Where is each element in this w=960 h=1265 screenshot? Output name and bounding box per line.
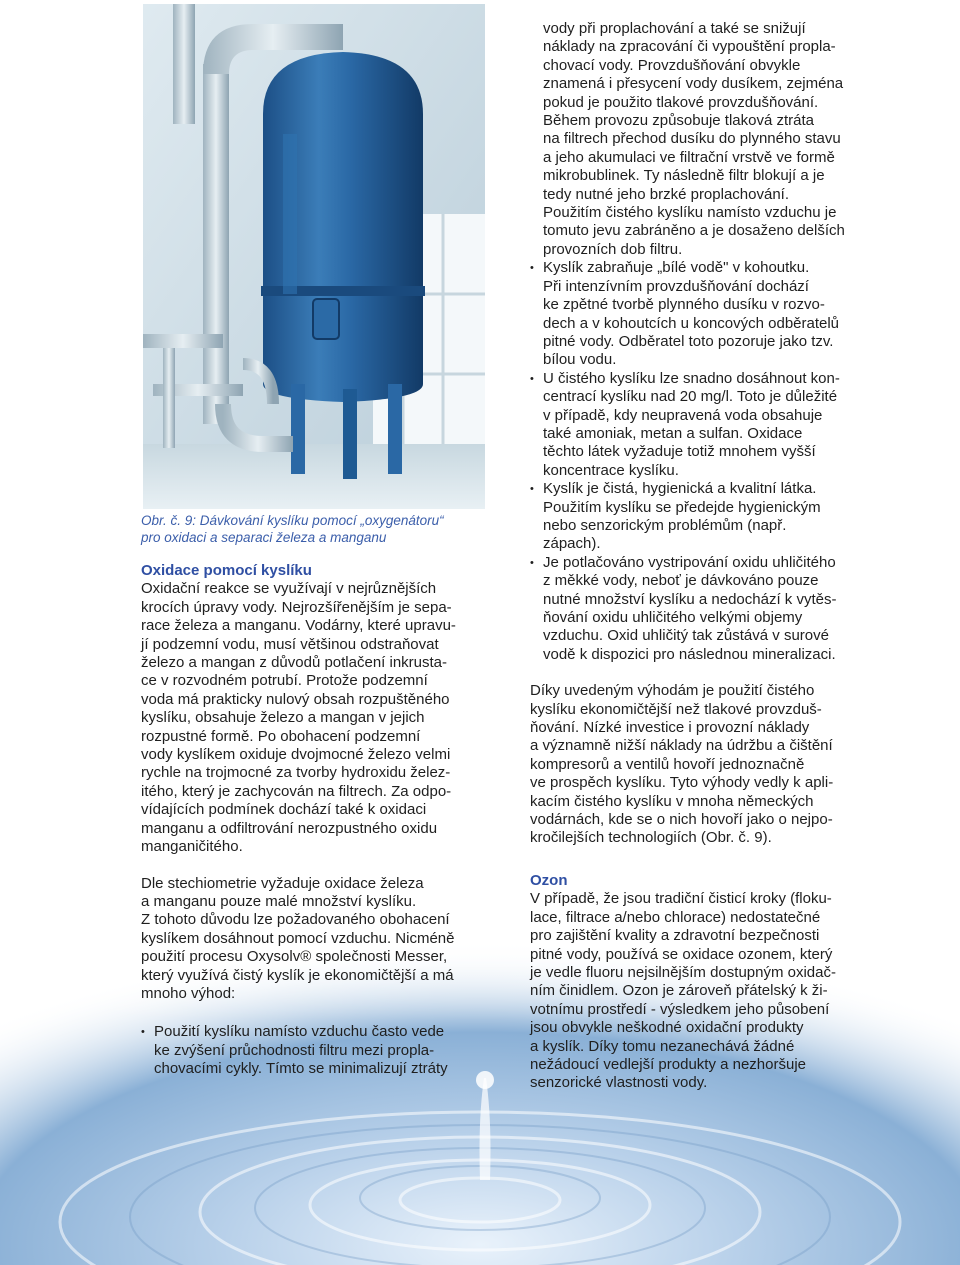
text-line: vodárnách, kde se o nich hovoří jako o nejpo- xyxy=(530,811,833,829)
text-line: ce v rozvodném potrubí. Protože podzemní xyxy=(141,672,428,690)
right-column xyxy=(530,20,880,1093)
text-line: manganičitého. xyxy=(141,838,243,856)
text-line: U čistého kyslíku lze snadno dosáhnout kon- xyxy=(543,369,840,387)
text-line: provozních dob filtru. xyxy=(543,240,683,258)
text-line: znamená i přesycení vody dusíkem, zejména xyxy=(543,75,844,93)
text-line: krocích úpravy vody. Nejrozšířenějším je sepa- xyxy=(141,598,452,616)
bullet-item-continuation xyxy=(530,20,880,259)
text-line: Během provozu způsobuje tlaková ztráta xyxy=(543,112,814,130)
bullet-dot-icon: • xyxy=(530,483,534,496)
text-line: kyslíku ekonomičtější než tlakové provzduš- xyxy=(530,700,822,718)
bullet-item xyxy=(530,554,880,664)
text-line: kacím čistého kyslíku v mnoha německých xyxy=(530,792,814,810)
section-heading-ozon: Ozon xyxy=(530,871,568,889)
text-line: jí podzemní vodu, musí většinou odstraňovat xyxy=(141,635,439,653)
text-line: ke zvýšení průchodnosti filtru mezi propla- xyxy=(154,1041,435,1059)
text-line: rozpustné formě. Po obohacení podzemní xyxy=(141,727,421,745)
text-line: ňování oxidu uhličitého velkými objemy xyxy=(543,609,803,626)
text-line: Použitím kyslíku se předejde hygienickým xyxy=(543,498,821,516)
text-line: na filtrech přechod dusíku do plynného stavu xyxy=(543,130,841,148)
text-line: tedy nutné jeho brzké proplachování. xyxy=(543,185,789,203)
text-line: a jeho akumulaci ve filtrační vrstvě ve formě xyxy=(543,148,835,166)
text-line: ke zpětné tvorbě plynného dusíku v rozvo- xyxy=(543,296,825,314)
text-line: pro zajištění kvality a zdravotní bezpečnosti xyxy=(530,927,820,945)
text-line: Kyslík je čistá, hygienická a kvalitní látka. xyxy=(543,480,817,498)
text-line: jsou obvykle neškodné oxidační produkty xyxy=(530,1019,804,1037)
text-line: bílou vodu. xyxy=(543,351,617,369)
text-line: koncentrace kyslíku. xyxy=(543,461,679,479)
text-line: nutné množství kyslíku a nedochází k vytěs- xyxy=(543,590,837,608)
text-line: mikrobublinek. Ty následně filtr blokují a je xyxy=(543,167,825,185)
text-line: vídajících podmínek dochází také k oxidaci xyxy=(141,801,427,819)
text-line: Dle stechiometrie vyžaduje oxidace železa xyxy=(141,874,424,892)
text-line: Díky uvedeným výhodám je použití čistého xyxy=(530,682,815,700)
text-line: železo a mangan z důvodů potlačení inkrusta- xyxy=(141,654,448,672)
text-line: race železa a manganu. Vodárny, které upravu- xyxy=(141,617,456,635)
bullet-dot-icon: • xyxy=(530,556,534,569)
text-line: a kyslík. Díky tomu nezanechává žádné xyxy=(530,1037,795,1055)
text-line: kyslíkem dosáhnout pomocí vzduchu. Nicméně xyxy=(141,929,455,947)
oxygenator-photo xyxy=(143,4,485,509)
bullet-dot-icon: • xyxy=(141,1026,145,1039)
text-line: chovací vody. Provzdušňování obvykle xyxy=(543,56,801,74)
paragraph-ozon xyxy=(530,890,880,1092)
text-line: a manganu pouze malé množství kyslíku. xyxy=(141,892,417,910)
paragraph-oxidace xyxy=(141,580,491,856)
text-line: pitné vody. Odběratel toto pozoruje jako tzv. xyxy=(543,332,834,350)
text-line: ve prospěch kyslíku. Tyto výhody vedly k apli- xyxy=(530,774,834,792)
bullet-dot-icon: • xyxy=(530,262,534,275)
text-line: kompresorů a ventilů hovoří jednoznačně xyxy=(530,755,805,773)
bullet-item xyxy=(530,259,880,369)
text-line: itého, který je zachycován na filtrech. Za odpo- xyxy=(141,782,452,800)
text-line: Použití kyslíku namísto vzduchu často vede xyxy=(154,1023,445,1041)
text-line: také amoniak, metan a sulfan. Oxidace xyxy=(543,424,803,442)
text-line: rychle na trojmocné za tvorby hydroxidu želez- xyxy=(141,764,451,782)
text-line: votnímu prostředí - výsledkem jeho působení xyxy=(530,1000,830,1018)
paragraph-stechiometrie xyxy=(141,875,491,1004)
bullet-item xyxy=(530,480,880,554)
text-line: pitné vody, používá se oxidace ozonem, který xyxy=(530,945,833,963)
text-line: senzorické vlastnosti vody. xyxy=(530,1074,708,1092)
text-line: vodě k dispozici pro následnou mineralizaci. xyxy=(543,645,836,663)
text-line: Použitím čistého kyslíku namísto vzduchu je xyxy=(543,204,837,222)
text-line: Z tohoto důvodu lze požadovaného obohacení xyxy=(141,911,450,929)
paragraph-vyhody xyxy=(530,682,880,848)
caption-line: pro oxidaci a separaci železa a manganu xyxy=(141,529,387,545)
text-line: voda má prakticky nulový obsah rozpuštěného xyxy=(141,690,450,708)
left-column xyxy=(141,562,491,1079)
text-line: v případě, kdy neupravená voda obsahuje xyxy=(543,406,823,424)
text-line: pokud je použito tlakové provzdušňování. xyxy=(543,93,819,111)
bullet-item xyxy=(141,1023,491,1078)
section-heading-oxidace: Oxidace pomocí kyslíku xyxy=(141,562,312,579)
text-line: Oxidační reakce se využívají v nejrůznějších xyxy=(141,580,437,598)
text-line: vody při proplachování a také se snižují xyxy=(543,20,806,37)
text-line: nežádoucí vedlejší produkty a nezhoršuje xyxy=(530,1055,807,1073)
text-line: Při intenzívním provzdušňování dochází xyxy=(543,277,809,295)
text-line: Je potlačováno vystripování oxidu uhličitého xyxy=(543,553,836,571)
text-line: nebo senzorickým problémům (např. xyxy=(543,516,787,534)
text-line: je vedle fluoru nejsilnějším dostupným oxidač- xyxy=(530,963,836,981)
text-line: lace, filtrace a/nebo chlorace) nedostatečné xyxy=(530,908,821,926)
caption-line: Obr. č. 9: Dávkování kyslíku pomocí „oxygenátoru“ xyxy=(141,513,444,528)
text-line: kyslíku, obsahuje železo a mangan v jejich xyxy=(141,709,425,727)
text-line: který využívá čistý kyslík je ekonomičtější a má xyxy=(141,966,454,984)
text-line: chovacími cykly. Tímto se minimalizují ztráty xyxy=(154,1060,448,1078)
text-line: V případě, že jsou tradiční čisticí kroky (floku- xyxy=(530,890,832,908)
text-line: z měkké vody, neboť je dávkováno pouze xyxy=(543,572,819,590)
text-line: náklady na zpracování či vypouštění propla- xyxy=(543,38,836,56)
text-line: kročilejších technologiích (Obr. č. 9). xyxy=(530,829,772,847)
bullet-item xyxy=(530,370,880,480)
text-line: tomuto jevu zabráněno a je dosaženo delších xyxy=(543,222,845,240)
text-line: použití procesu Oxysolv® společnosti Messer, xyxy=(141,948,448,966)
text-line: těchto látek vyžaduje totiž mnohem vyšší xyxy=(543,443,816,461)
text-line: centrací kyslíku nad 20 mg/l. Toto je důležité xyxy=(543,388,838,406)
text-line: a významně nižší náklady na údržbu a čištění xyxy=(530,737,833,755)
text-line: vody kyslíkem oxiduje dvojmocné železo velmi xyxy=(141,746,451,764)
text-line: mnoho výhod: xyxy=(141,984,236,1002)
text-line: Kyslík zabraňuje „bílé vodě" v kohoutku. xyxy=(543,259,810,277)
text-line: ňování. Nízké investice i provozní náklady xyxy=(530,719,810,737)
bullet-dot-icon: • xyxy=(530,372,534,385)
text-line: manganu a odfiltrování nerozpustného oxidu xyxy=(141,819,438,837)
text-line: zápach). xyxy=(543,535,601,553)
text-line: dech a v kohoutcích u koncových odběratelů xyxy=(543,314,840,332)
text-line: ním činidlem. Ozon je zároveň přátelský k ži- xyxy=(530,982,828,1000)
figure-caption xyxy=(141,513,501,546)
text-line: vzduchu. Oxid uhličitý tak zůstává v surové xyxy=(543,627,829,645)
